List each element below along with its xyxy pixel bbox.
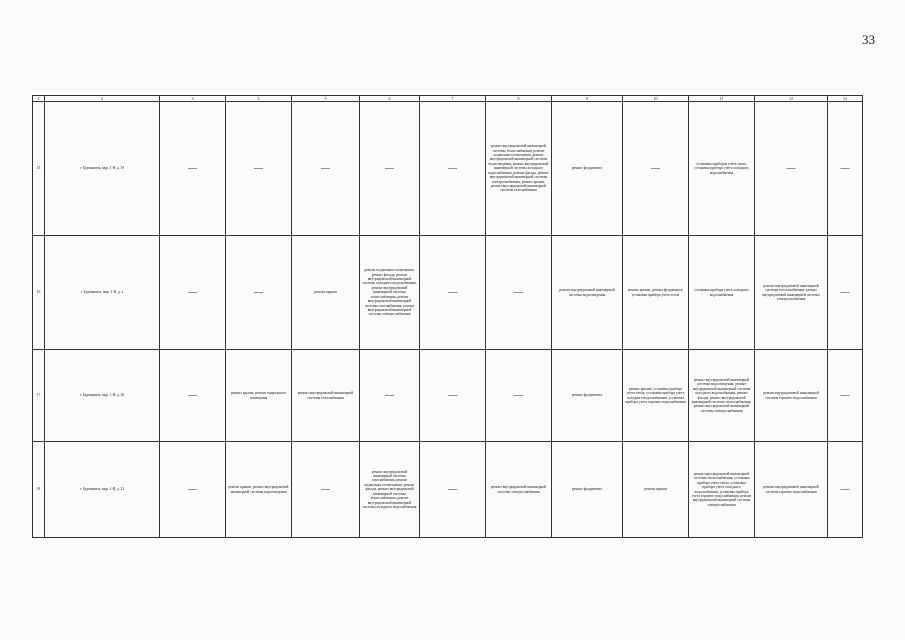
table-cell: ремонт крыши (292, 236, 360, 350)
table-row (33, 102, 863, 236)
header-cell: 3 (160, 96, 226, 102)
address-cell: г. Буденновск, мкр. 1-Я, д. 2 (45, 236, 160, 350)
address-cell: г. Буденновск, мкр. 1-Я, д. 19 (45, 102, 160, 236)
table-cell: — (828, 442, 863, 538)
table-cell: — (160, 350, 226, 442)
header-cell: 11 (689, 96, 755, 102)
table-cell: ремонт крыши, ремонт внутридомовой инженерной системы водоотведения (226, 442, 292, 538)
header-cell: 13 (828, 96, 863, 102)
row-number: 18 (33, 442, 45, 538)
table-cell: ремонт фундамента (552, 102, 623, 236)
table-cell: — (292, 102, 360, 236)
table-cell: ремонт внутридомовой инженерной системы теплоснабжения, ремонт внутридомовой инженерной системы электроснабжения (755, 236, 828, 350)
table-cell: ремонт крыши, ремонт фундамента, установка прибора учета тепла (623, 236, 689, 350)
table-cell: ремонт внутридомовой инженерной системы газоснабжения (292, 350, 360, 442)
table-cell: — (420, 236, 486, 350)
table-cell: ремонт крыши, ремонт подвального помещения (226, 350, 292, 442)
address-cell: г. Буденновск, мкр. 1-Я, д. 21 (45, 442, 160, 538)
header-cell: 1 (33, 96, 45, 102)
repair-schedule-table (32, 95, 863, 538)
table-row (33, 236, 863, 350)
header-cell: 10 (623, 96, 689, 102)
table-cell: ремонт подвального помещения, ремонт фасада, ремонт внутридомовой инженерной системы холодного водоснабжения, ремонт внутридомовой инженерной системы теплоснабжения, ремонт внутридомовой инженерной системы газоснабжения, ремонт внутридомовой инженерной системы электроснабжения (360, 236, 420, 350)
table-cell: установка прибора учета холодного водоснабжения (689, 236, 755, 350)
table-cell: ремонт внутридомовой инженерной системы газоснабжения, ремонт подвального помещения, ремонт фасада, ремонт внутридомовой инженерной системы теплоснабжения, ремонт внутридомовой инженерной системы холодного водоснабжения (360, 442, 420, 538)
table-cell: — (360, 102, 420, 236)
table-cell: — (420, 442, 486, 538)
table-cell: — (623, 102, 689, 236)
header-cell: 5 (292, 96, 360, 102)
table-cell: ремонт внутридомовой инженерной системы водоотведения (552, 236, 623, 350)
table-cell: — (828, 102, 863, 236)
header-cell: 2 (45, 96, 160, 102)
table-cell: — (828, 236, 863, 350)
table-cell: — (486, 350, 552, 442)
table-cell: — (420, 350, 486, 442)
table-cell: — (360, 350, 420, 442)
table-cell: ремонт крыши (623, 442, 689, 538)
page-number: 33 (862, 32, 875, 47)
header-cell: 7 (420, 96, 486, 102)
row-number: 17 (33, 350, 45, 442)
table-cell: ремонт крыши, установка прибора учета тепла, установка прибора учета холодного водоснабжения, установка прибора учета горячего водоснабжения (623, 350, 689, 442)
table-cell: ремонт внутридомовой инженерной системы электроснабжения (486, 442, 552, 538)
table-cell: ремонт внутридомовой инженерной системы теплоснабжения, ремонт подвального помещения, ремонт внутридомовой инженерной системы водоотведения, ремонт внутридомовой инженерной системы холодного водоснабжения, ремонт фасада, ремонт внутридомовой инженерной системы электроснабжения, ремонт крыши, ремонт внутридомовой инженерной системы газоснабжения (486, 102, 552, 236)
table-cell: установка приборов учета тепла, установка прибора учета холодного водоснабжения (689, 102, 755, 236)
table-cell: — (160, 102, 226, 236)
table-cell: — (226, 102, 292, 236)
table-cell: — (226, 236, 292, 350)
table-cell: — (160, 236, 226, 350)
table-cell: ремонт внутридомовой инженерной системы водоотведения, ремонт внутридомовой инженерной системы холодного водоснабжения, ремонт фасада, ремонт внутридомовой инженерной системы теплоснабжения, ремонт внутридомовой инженерной системы электроснабжения (689, 350, 755, 442)
table-cell: ремонт внутридомовой инженерной системы горячего водоснабжения (755, 442, 828, 538)
header-cell: 8 (486, 96, 552, 102)
header-cell: 9 (552, 96, 623, 102)
table-cell: — (755, 102, 828, 236)
table-cell: — (486, 236, 552, 350)
table-cell: — (292, 442, 360, 538)
table-row (33, 350, 863, 442)
address-cell: г. Буденновск, мкр. 1-Я, д. 20 (45, 350, 160, 442)
table-cell: — (420, 102, 486, 236)
table-cell: — (160, 442, 226, 538)
table-cell: ремонт внутридомовой инженерной системы горячего водоснабжения (755, 350, 828, 442)
header-cell: 4 (226, 96, 292, 102)
table-row (33, 442, 863, 538)
table-cell: ремонт внутридомовой инженерной системы теплоснабжения, установка прибора учета тепла, установка прибора учета холодного водоснабжения, установка прибора учета горячего водоснабжения, ремонт внутридомовой инженерной системы электроснабжения (689, 442, 755, 538)
row-number: 15 (33, 102, 45, 236)
header-cell: 6 (360, 96, 420, 102)
table-cell: ремонт фундамента (552, 350, 623, 442)
table-cell: ремонт фундамента (552, 442, 623, 538)
table-cell: — (828, 350, 863, 442)
header-cell: 12 (755, 96, 828, 102)
row-number: 16 (33, 236, 45, 350)
